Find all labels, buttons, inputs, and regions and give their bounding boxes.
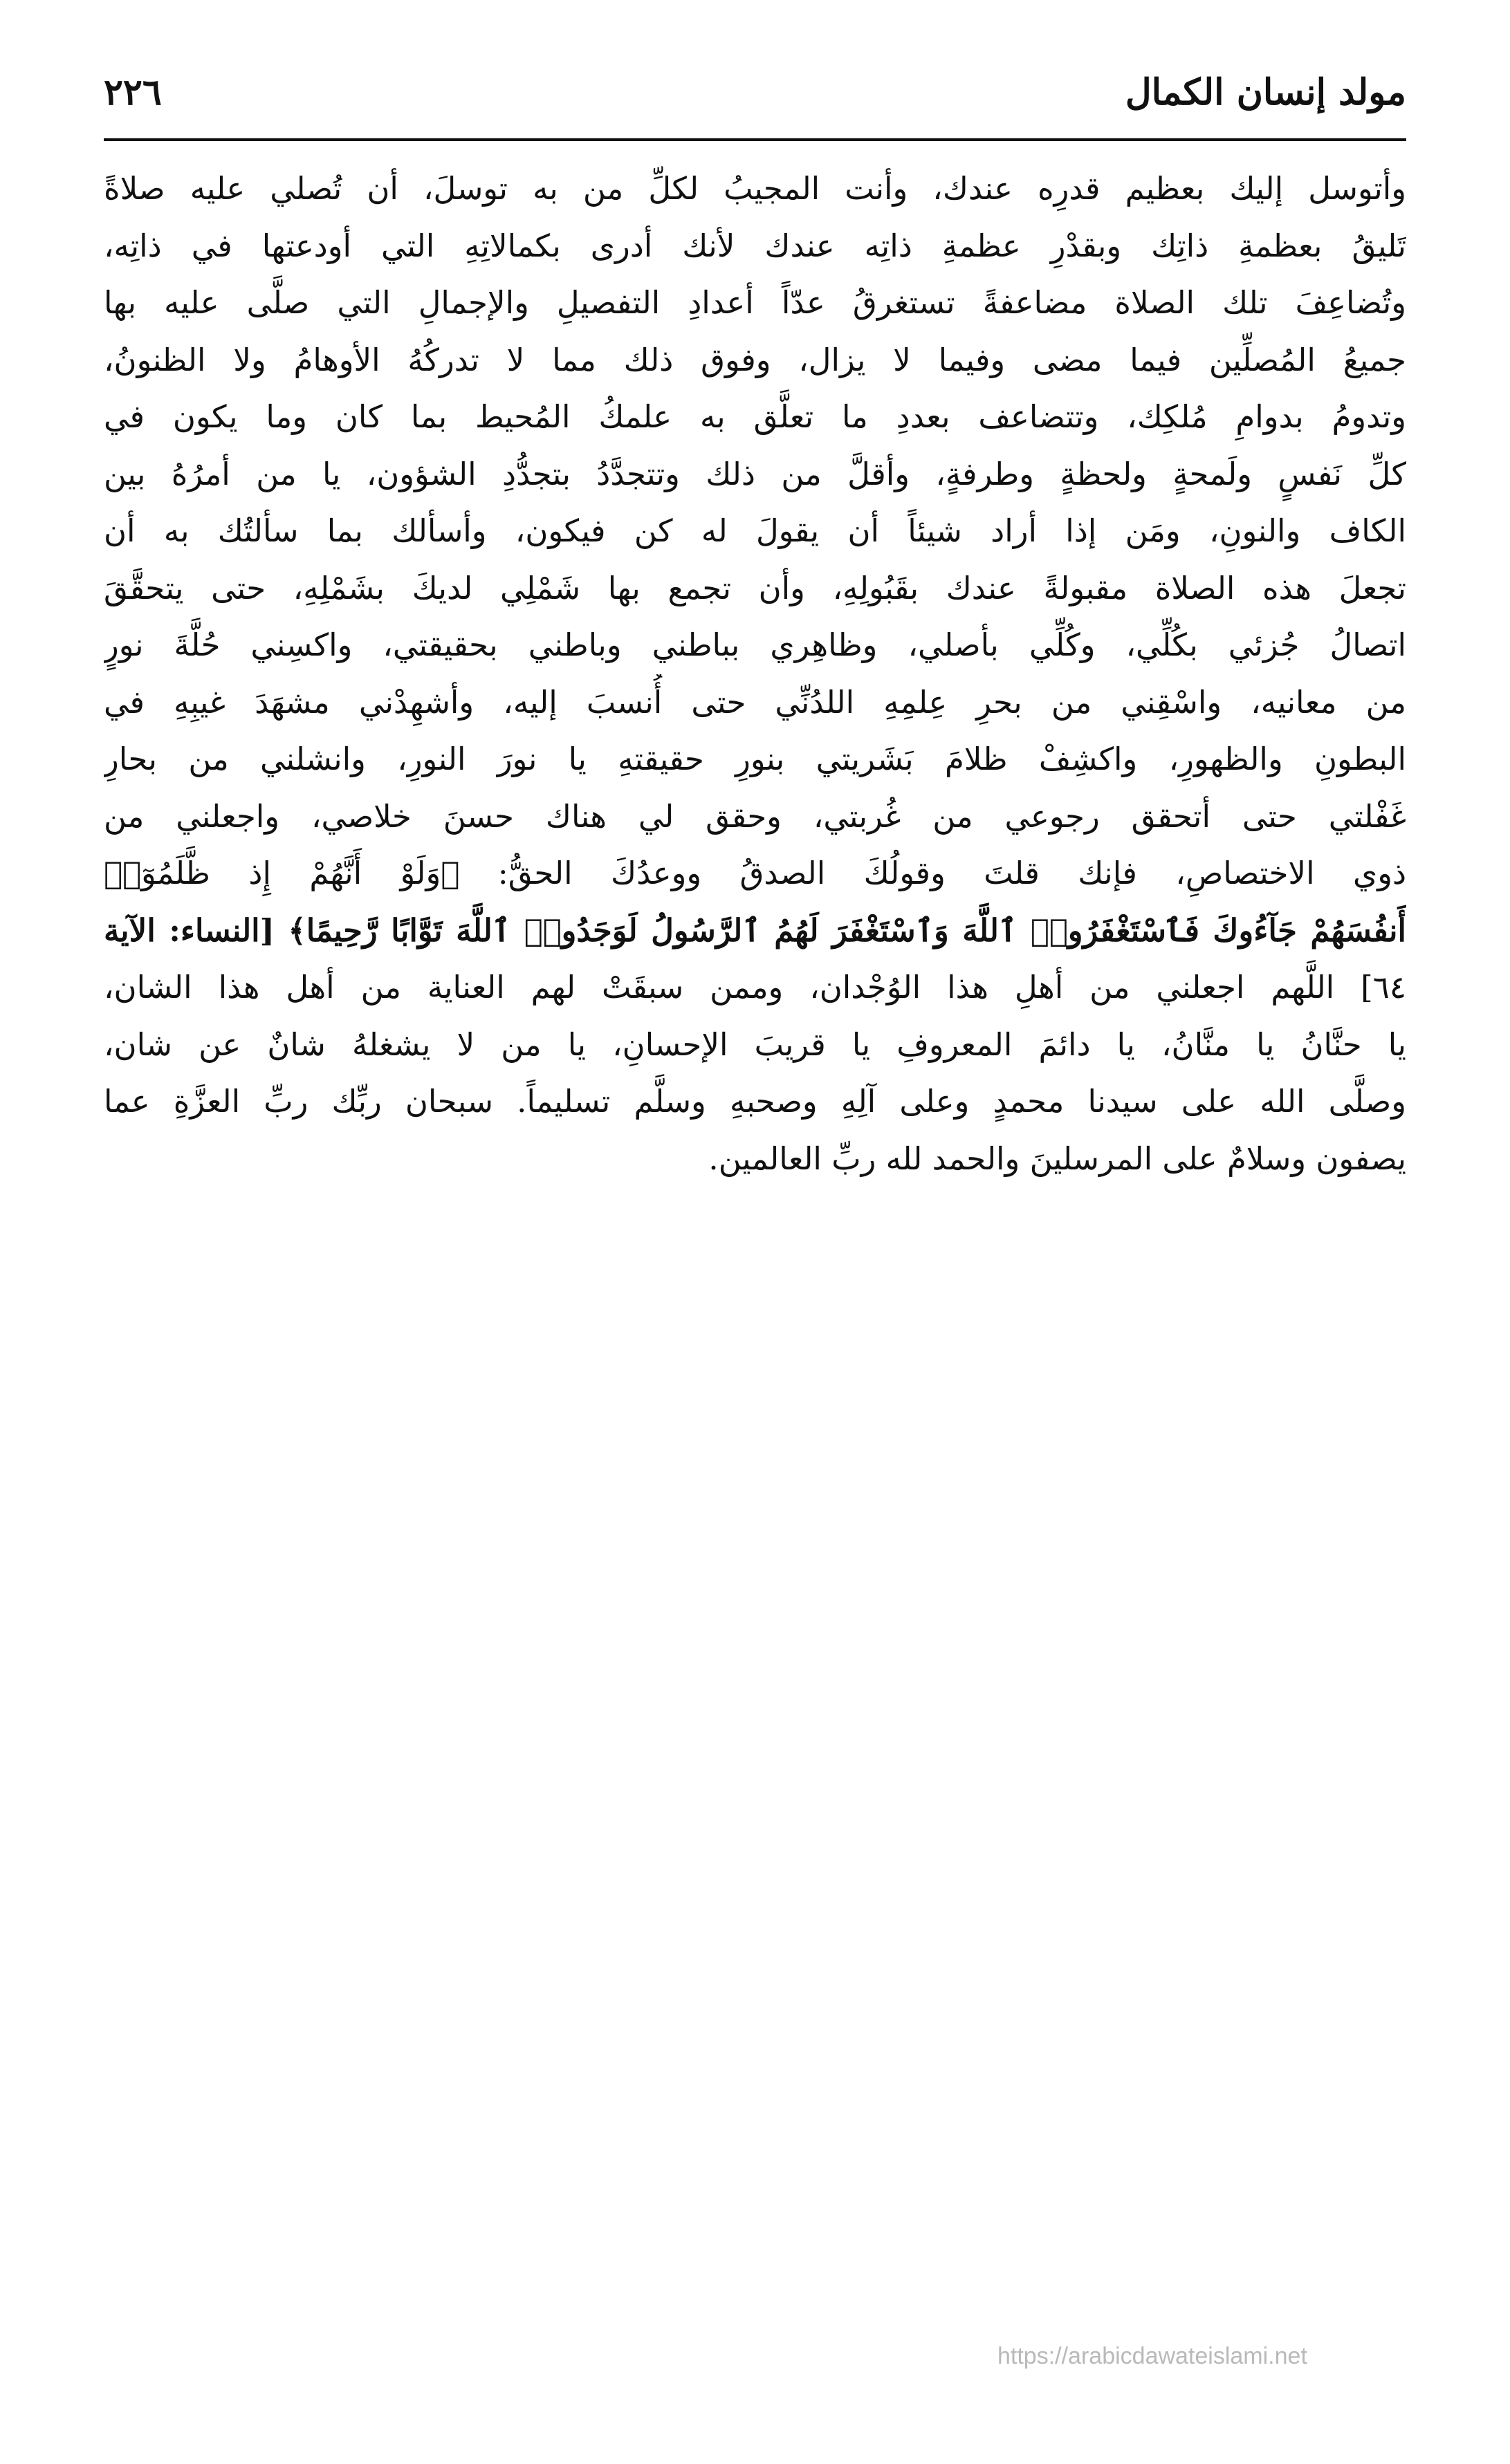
text-line: يا حنَّانُ يا منَّانُ، يا دائمَ المعروفِ يا قريبَ الإحسانِ، يا من لا يشغلهُ شانٌ عن شان، (104, 1026, 1406, 1063)
text-line: وصلَّى الله على سيدنا محمدٍ وعلى آلِهِ وصحبهِ وسلَّم تسليماً. سبحان ربِّك ربِّ العزَّةِ عما (104, 1083, 1406, 1120)
text-line: ذوي الاختصاصِ، فإنك قلتَ وقولُكَ الصدقُ ووعدُكَ الحقُّ: ﴿وَلَوْ أَنَّهُمْ إِذ ظَّلَمُوٓا۟ (104, 855, 1406, 891)
text-line: الكاف والنونِ، ومَن إذا أراد شيئاً أن يقولَ له كن فيكون، وأسألك بما سألتُك به أن (104, 512, 1406, 549)
text-line: وأتوسل إليك بعظيم قدرِه عندك، وأنت المجيبُ لكلِّ من به توسلَ، أن تُصلي عليه صلاةً (104, 170, 1406, 207)
page-number: ٢٢٦ (104, 71, 162, 113)
text-line: البطونِ والظهورِ، واكشِفْ ظلامَ بَشَريتي بنورِ حقيقتهِ يا نورَ النورِ، وانشلني من بحارِ (104, 741, 1406, 777)
text-line: وتُضاعِفَ تلك الصلاة مضاعفةً تستغرقُ عدّاً أعدادِ التفصيلِ والإجمالِ التي صلَّى عليه بها (104, 284, 1406, 321)
page-header (104, 61, 1406, 123)
running-title: مولد إنسان الكمال (1125, 71, 1406, 113)
text-line: من معانيه، واسْقِني من بحرِ عِلمِهِ اللدُنِّي حتى أُنسبَ إليه، وأشهِدْني مشهَدَ غيبِهِ في (104, 683, 1406, 721)
text-line: يصفون وسلامٌ على المرسلينَ والحمد لله ربِّ العالمين. (708, 1140, 1406, 1177)
quran-verse-line: أَنفُسَهُمْ جَآءُوكَ فَٱسْتَغْفَرُوا۟ ٱللَّهَ وَٱسْتَغْفَرَ لَهُمُ ٱلرَّسُولُ لَوَجَدُوا۟ ٱللَّهَ تَوَّابًا رَّحِيمًا﴾ [النساء: الآية (104, 911, 1406, 949)
text-line: تَليقُ بعظمةِ ذاتِك وبقدْرِ عظمةِ ذاتِه عندك لأنك أدرى بكمالاتِهِ التي أودعتها في ذاتِه، (104, 227, 1406, 264)
header-divider (104, 138, 1406, 141)
source-watermark: https://arabicdawateislami.net (997, 2343, 1307, 2369)
body-text (104, 160, 1406, 1187)
text-line: تجعلَ هذه الصلاة مقبولةً عندك بقَبُولِهِ، وأن تجمع بها شَمْلِي لديكَ بشَمْلِهِ، حتى يتحقَّقَ (104, 569, 1406, 606)
text-line: ٦٤] اللَّهم اجعلني من أهلِ هذا الوُجْدان، وممن سبقَتْ لهم العناية من أهل هذا الشان، (104, 969, 1406, 1006)
text-line: وتدومُ بدوامِ مُلكِك، وتتضاعف بعددِ ما تعلَّق به علمكُ المُحيط بما كان وما يكون في (104, 398, 1406, 435)
text-line: اتصالُ جُزئي بكُلِّي، وكُلِّي بأصلي، وظاهِري بباطني وباطني بحقيقتي، واكسِني حُلَّةَ نورٍ (104, 627, 1406, 663)
text-line: جميعُ المُصلِّين فيما مضى وفيما لا يزال، وفوق ذلك مما لا تدركُهُ الأوهامُ ولا الظنونُ، (104, 341, 1406, 378)
text-line: كلِّ نَفسٍ ولَمحةٍ ولحظةٍ وطرفةٍ، وأقلَّ من ذلك وتتجدَّدُ بتجدُّدِ الشؤون، يا من أمرُهُ بين (104, 455, 1406, 492)
text-line: غَفْلتي حتى أتحقق رجوعي من غُربتي، وحقق لي هناك حسنَ خلاصي، واجعلني من (104, 797, 1406, 835)
